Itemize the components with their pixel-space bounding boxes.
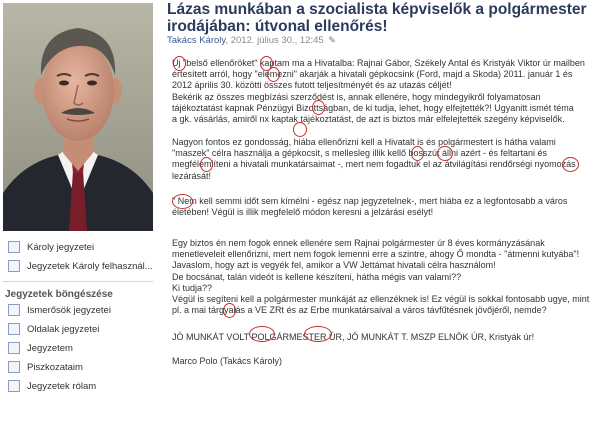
- left-sidebar: [0, 0, 157, 430]
- annotation-circle: [223, 303, 236, 318]
- sidebar-item-drafts[interactable]: [8, 359, 83, 375]
- sidebar-item-karoly-notes[interactable]: [8, 239, 94, 255]
- annotation-circle: [411, 146, 424, 161]
- sidebar-item-label: Piszkozataim: [27, 361, 83, 373]
- sidebar-item-label: Jegyzetek rólam: [27, 380, 97, 392]
- sidebar-item-label: Jegyzetem: [27, 342, 73, 354]
- sidebar-item-label: Károly jegyzetei: [27, 241, 95, 253]
- sidebar-item-label: Ismerősök jegyzetei: [27, 304, 111, 316]
- note-title: Lázas munkában a szocialista képviselők a polgármester irodájában: útvonal ellenőrés!: [167, 1, 587, 35]
- sidebar-item-friends-notes[interactable]: [8, 302, 111, 318]
- paragraph-1: Új "belső ellenőröket" kaptam ma a Hivatalba: Rajnai Gábor, Székely Antal és Kristyák Viktor úr mailben értesített arról, hogy "elemezni" akarják a hivatali gépkocsink (Ford, majd a Skoda) 2011. január 1 és 2012 április 30. közötti összes futott teljesítményét és az utazás céljét! Bekérik az összes megbízási szerződést is, annak ellenére, hogy mindegyikről folyamatosan tájékoztatást kapnak Pénzügyi Bizottságban, de ki tudja, lehet, hogy elfejtették?! Ugyanitt ismét téma a gk. vásárlás, amiről nx kaptak tájékoztatást, de azt is biztos már elfelejtették szegény képviselők.: [172, 58, 585, 125]
- sidebar-item-pages-notes[interactable]: [8, 321, 99, 337]
- annotation-circle: [293, 122, 307, 137]
- paragraph-4: Egy biztos én nem fogok ennek ellenére sem Rajnai polgármester úr 8 éves kormányzásának menetleveleit ellenőrizni, mert nem fogok lemenni erre a szintre, ahogy Ő mondta - "átmenni kutyába"! Javaslom, hogy azt is vegyék fel, amikor a VW Jettámat hivatali célra használom! De bocsánat, talán videót is kellene készíteni, hátha mégis van valami?? Ki tudja?? Végül is segíteni kell a polgármester munkáját az ellenzéknek is! Ez végül is sokkal fontosabb ugye, mint pl. a mai tárgyalás a VE ZRt és az Erbe munkatársaival a város távfűtésnek jövőjéről, nemde?: [172, 238, 590, 316]
- annotation-circle: [173, 56, 186, 71]
- sidebar-item-notes-about-karoly[interactable]: [8, 258, 153, 274]
- notes-icon: [8, 380, 20, 392]
- sidebar-divider: [3, 281, 153, 282]
- sidebar-item-label: Oldalak jegyzetei: [27, 323, 100, 335]
- annotation-circle: [437, 146, 453, 161]
- sidebar-item-label: Jegyzetek Károly felhasznál...: [27, 260, 153, 272]
- notes-icon: [8, 304, 20, 316]
- notes-icon: [8, 342, 20, 354]
- paragraph-2: Nagyon fontos ez gondosság, hiába ellenőrizni kell a Hivatalt is és polgármestert is hátha valami "maszek" célra használja a gépkocsit, s mellesleg illik kellő bosszút állni azért - és feltartani és megfélemlíteni a hivatali munkatársaimat -, mert nem fogadtuk el az átvilágítási rendőrségi nyomozás lezárását!: [172, 137, 576, 181]
- signature: Marco Polo (Takács Károly): [172, 356, 283, 366]
- sidebar-item-notes-about-me[interactable]: [8, 378, 96, 394]
- author-link[interactable]: Takács Károly: [167, 35, 226, 46]
- paragraph-5: JÓ MUNKÁT VOLT POLGÁRMESTER ÚR, JÓ MUNKÁT T. MSZP ELNÖK ÚR, Kristyák úr!: [172, 332, 535, 342]
- annotation-circle: [249, 326, 275, 342]
- annotation-circle: [200, 157, 213, 172]
- annotation-circle: [304, 326, 332, 342]
- annotation-circle: [562, 157, 579, 172]
- browse-notes-heading: Jegyzetek böngészése: [5, 289, 113, 300]
- paragraph-3: " Nem kell semmi időt sem kímélni - egész nap jegyzetelnek-, mert hiába ez a legfontosabb a város életében! Végül is illik megfelelő módon keresni a jelzárási esélyt!: [172, 196, 568, 218]
- annotation-circle: [172, 194, 193, 209]
- notes-icon: [8, 241, 20, 253]
- pencil-icon[interactable]: ✎: [328, 35, 336, 45]
- post-date: 2012. július 30., 12:45: [230, 35, 324, 46]
- annotation-circle: [312, 100, 325, 115]
- sidebar-item-my-notes[interactable]: [8, 340, 73, 356]
- notes-icon: [8, 361, 20, 373]
- annotation-circle: [267, 67, 280, 82]
- profile-photo[interactable]: [3, 3, 153, 231]
- note-meta: Takács Károly, 2012. július 30., 12:45 ✎: [167, 35, 336, 46]
- notes-icon: [8, 260, 20, 272]
- portrait-image: [3, 3, 153, 231]
- notes-icon: [8, 323, 20, 335]
